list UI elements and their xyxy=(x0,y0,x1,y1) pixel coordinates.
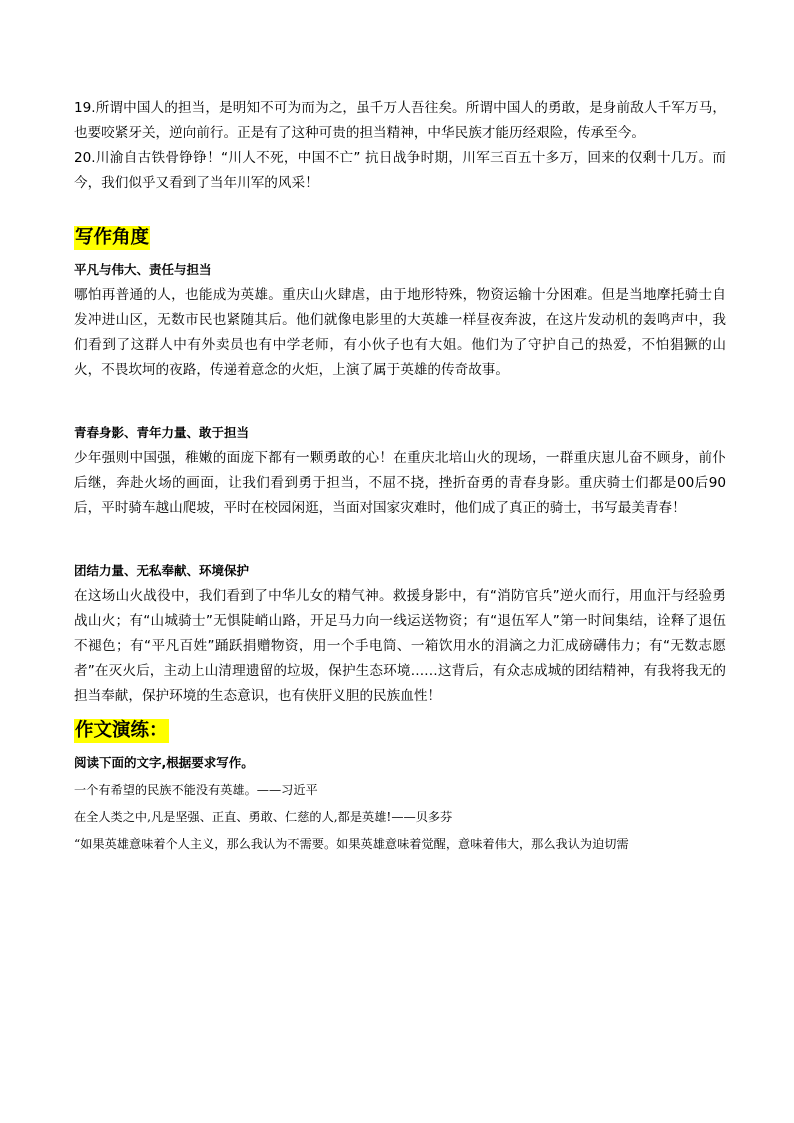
document-page xyxy=(74,96,726,854)
writing-angle-section xyxy=(74,226,726,709)
section-heading-writing-angle: 写作角度 xyxy=(75,227,150,248)
quote-hero-meaning: “如果英雄意味着个人主义，那么我认为不需要。如果英雄意味着觉醒，意味着伟大，那么我认为迫切需 xyxy=(74,837,629,851)
subheading-youth-power: 青春身影、青年力量、敢于担当 xyxy=(74,425,250,440)
practice-section xyxy=(74,719,726,854)
paragraph-19: 19.所谓中国人的担当，是明知不可为而为之，虽千万人吾往矣。所谓中国人的勇敢，是身前敌人千军万马，也要咬紧牙关，逆向前行。正是有了这种可贵的担当精神，中华民族才能历经艰险，传承至今。 xyxy=(74,100,726,141)
quote-xi: 一个有希望的民族不能没有英雄。——习近平 xyxy=(74,783,318,797)
practice-instruction: 阅读下面的文字,根据要求写作。 xyxy=(74,755,254,770)
paragraph-youth-power: 少年强则中国强，稚嫩的面庞下都有一颗勇敢的心！在重庆北培山火的现场，一群重庆崽儿奋不顾身，前仆后继，奔赴火场的画面，让我们看到勇于担当，不屈不挠，挫折奋勇的青春身影。重庆骑士们都是00后90后，平时骑车越山爬坡，平时在校园闲逛，当面对国家灾难时，他们成了真正的骑士，书写最美青春！ xyxy=(74,450,726,516)
section-heading-practice: 作文演练： xyxy=(75,720,168,741)
paragraph-ordinary-greatness: 哪怕再普通的人，也能成为英雄。重庆山火肆虐，由于地形特殊，物资运输十分困难。但是当地摩托骑士自发冲进山区，无数市民也紧随其后。他们就像电影里的大英雄一样昼夜奔波，在这片发动机的轰鸣声中，我们看到了这群人中有外卖员也有中学老师，有小伙子也有大姐。他们为了守护自己的热爱，不怕猖獗的山火，不畏坎坷的夜路，传递着意念的火炬，上演了属于英雄的传奇故事。 xyxy=(74,287,726,378)
subheading-unity-dedication: 团结力量、无私奉献、环境保护 xyxy=(74,563,250,578)
quote-beethoven: 在全人类之中,凡是坚强、正直、勇敢、仁慈的人,都是英雄!——贝多芬 xyxy=(74,810,453,824)
paragraph-20: 20.川渝自古铁骨铮铮！“川人不死，中国不亡” 抗日战争时期，川军三百五十多万，回来的仅剩十几万。而今，我们似乎又看到了当年川军的风采！ xyxy=(74,150,726,191)
paragraph-unity-dedication: 在这场山火战役中，我们看到了中华儿女的精气神。救援身影中，有“消防官兵”逆火而行，用血汗与经验勇战山火；有“山城骑士”无惧陡峭山路，开足马力向一线运送物资；有“退伍军人”第一时间集结，诠释了退伍不褪色；有“平凡百姓”踊跃捐赠物资，用一个手电筒、一箱饮用水的涓滴之力汇成磅礴伟力；有“无数志愿者”在灭火后，主动上山清理遗留的垃圾，保护生态环境……这背后，有众志成城的团结精神，有我将我无的担当奉献，保护环境的生态意识，也有侠肝义胆的民族血性！ xyxy=(74,588,726,704)
subheading-ordinary-greatness: 平凡与伟大、责任与担当 xyxy=(74,262,212,277)
